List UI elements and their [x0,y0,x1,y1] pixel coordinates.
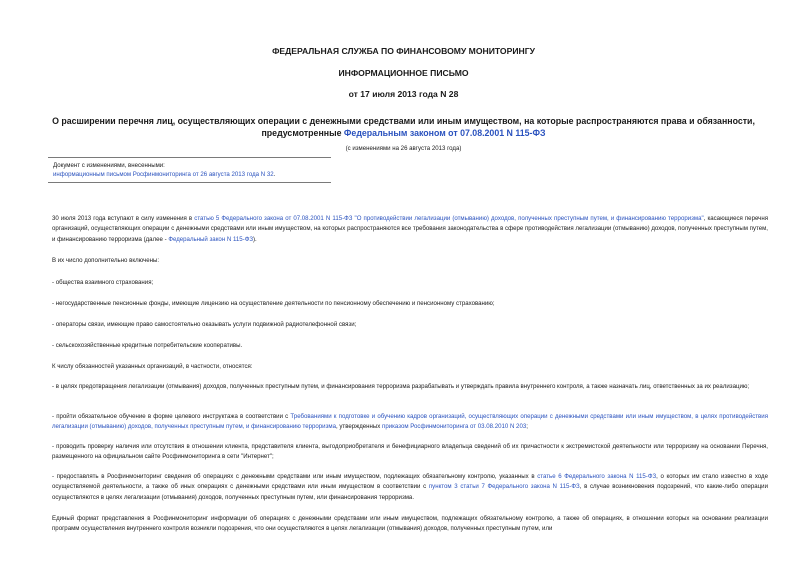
paragraph-1 [52,214,768,245]
agency-heading: ФЕДЕРАЛЬНАЯ СЛУЖБА ПО ФИНАНСОВОМУ МОНИТОРИНГУ [272,46,535,56]
duty-training-text-b: , утвержденных [335,423,383,431]
document-type-heading: ИНФОРМАЦИОННОЕ ПИСЬМО [338,68,469,78]
document-title [40,115,767,139]
duty-reporting [52,472,768,503]
duty-training-text-a: - пройти обязательное обучение в форме целевого инструктажа в соответствии с [52,413,291,420]
article-5-link[interactable]: статью 5 Федерального закона от 07.08.2001 N 115-ФЗ "О противодействии легализации (отмыванию) доходов, полученных преступным путем, и финансированию терроризма" [194,215,704,222]
document-title-text: О расширении перечня лиц, осуществляющих операции с денежными средствами или иным имуществом, на которые распространяются права и обязанности, предусмотренные [52,116,755,138]
federal-law-link[interactable]: Федеральным законом от 07.08.2001 N 115-ФЗ [343,128,546,138]
amendment-letter-link[interactable]: информационным письмом Росфинмониторинга от 26 августа 2013 года N 32 [53,171,274,178]
changes-box [48,157,331,183]
duty-extremism-check: - проводить проверку наличия или отсутствия в отношении клиента, представителя клиента, выгодоприобретателя и бенефициарного владельца сведений об их причастности к экстремистской деятельности или терроризму на основании Перечня, размещенного на официальном сайте Росфинмониторинга в сети "Интернет"; [52,443,768,461]
paragraph-duties: К числу обязанностей указанных организаций, в частности, относятся: [52,363,253,370]
list-item-credit-cooperatives: - сельскохозяйственные кредитные потребительские кооперативы. [52,342,243,349]
list-item-mutual-insurance: - общества взаимного страхования; [52,279,154,286]
paragraph-1-text-a: 30 июля 2013 года вступают в силу изменения в [52,215,195,222]
list-item-pension-funds: - негосударственные пенсионные фонды, имеющие лицензию на осуществление деятельности по пенсионному обеспечению и пенсионному страхованию; [52,300,495,307]
duty-reporting-text-a: - предоставлять в Росфинмониторинг сведения об операциях с денежными средствами или иным имуществом, подлежащих обязательному контролю, указанных в [52,473,538,480]
document-date-heading: от 17 июля 2013 года N 28 [348,89,459,99]
article-7-link[interactable]: пунктом 3 статьи 7 Федерального закона N 115-ФЗ [428,483,580,491]
duty-reporting-text-b: , о которых им стало известно в ходе осуществляемой деятельности, а также об иных операциях с денежными средствами или иным имуществом в соответствии с [52,473,768,491]
changes-box-end: . [273,171,276,178]
paragraph-1-text-c: ). [253,235,257,243]
paragraph-1-text-b: , касающиеся перечня организаций, осуществляющих операции с денежными средствами или иным имуществом, на которых распространяются все требования законодательства в сфере противодействия легализации (отмыванию) доходов, полученных преступным путем, и финансированию терроризма (далее - [52,215,768,243]
order-203-link[interactable]: приказом Росфинмониторинга от 03.08.2010 N 203 [382,423,527,431]
edition-note: (с изменениями на 26 августа 2013 года) [345,145,462,152]
changes-box-label: Документ с изменениями, внесенными: [53,162,165,169]
list-item-telecom-operators: - операторы связи, имеющие право самостоятельно оказывать услуги подвижной радиотелефонной связи; [52,321,357,328]
paragraph-2: В их число дополнительно включены: [52,257,160,264]
training-requirements-link[interactable]: Требованиями к подготовке и обучению кадров организаций, осуществляющих операции с денежными средствами или иным имуществом, в целях противодействия легализации (отмыванию) доходов, полученных преступным путем, и финансированию терроризма [52,413,768,431]
paragraph-unified-format: Единый формат представления в Росфинмониторинг информации об операциях с денежными средствами или иным имуществом, подлежащих обязательному контролю, а также об операциях, в отношении которых на основании реализации программ осуществления внутреннего контроля возникли подозрения, что они осуществляются в целях легализации (отмывания) доходов, полученных преступным путем, или [52,515,768,533]
duty-training [52,412,768,433]
changes-box-ref [53,170,331,179]
duty-training-text-c: ; [526,423,528,431]
article-6-link[interactable]: статье 6 Федерального закона N 115-ФЗ [537,473,657,480]
duty-internal-control: - в целях предотвращения легализации (отмывания) доходов, полученных преступным путем, и финансирования терроризма разрабатывать и утверждать правила внутреннего контроля, а также назначать лиц, ответственных за их реализацию; [52,383,750,390]
duty-reporting-text-c: , в случае возникновения подозрений, что какие-либо операции осуществляются в целях легализации (отмывания) доходов, полученных преступным путем, или финансирования терроризма. [52,483,768,501]
federal-law-115-link[interactable]: Федеральный закон N 115-ФЗ [168,235,254,243]
